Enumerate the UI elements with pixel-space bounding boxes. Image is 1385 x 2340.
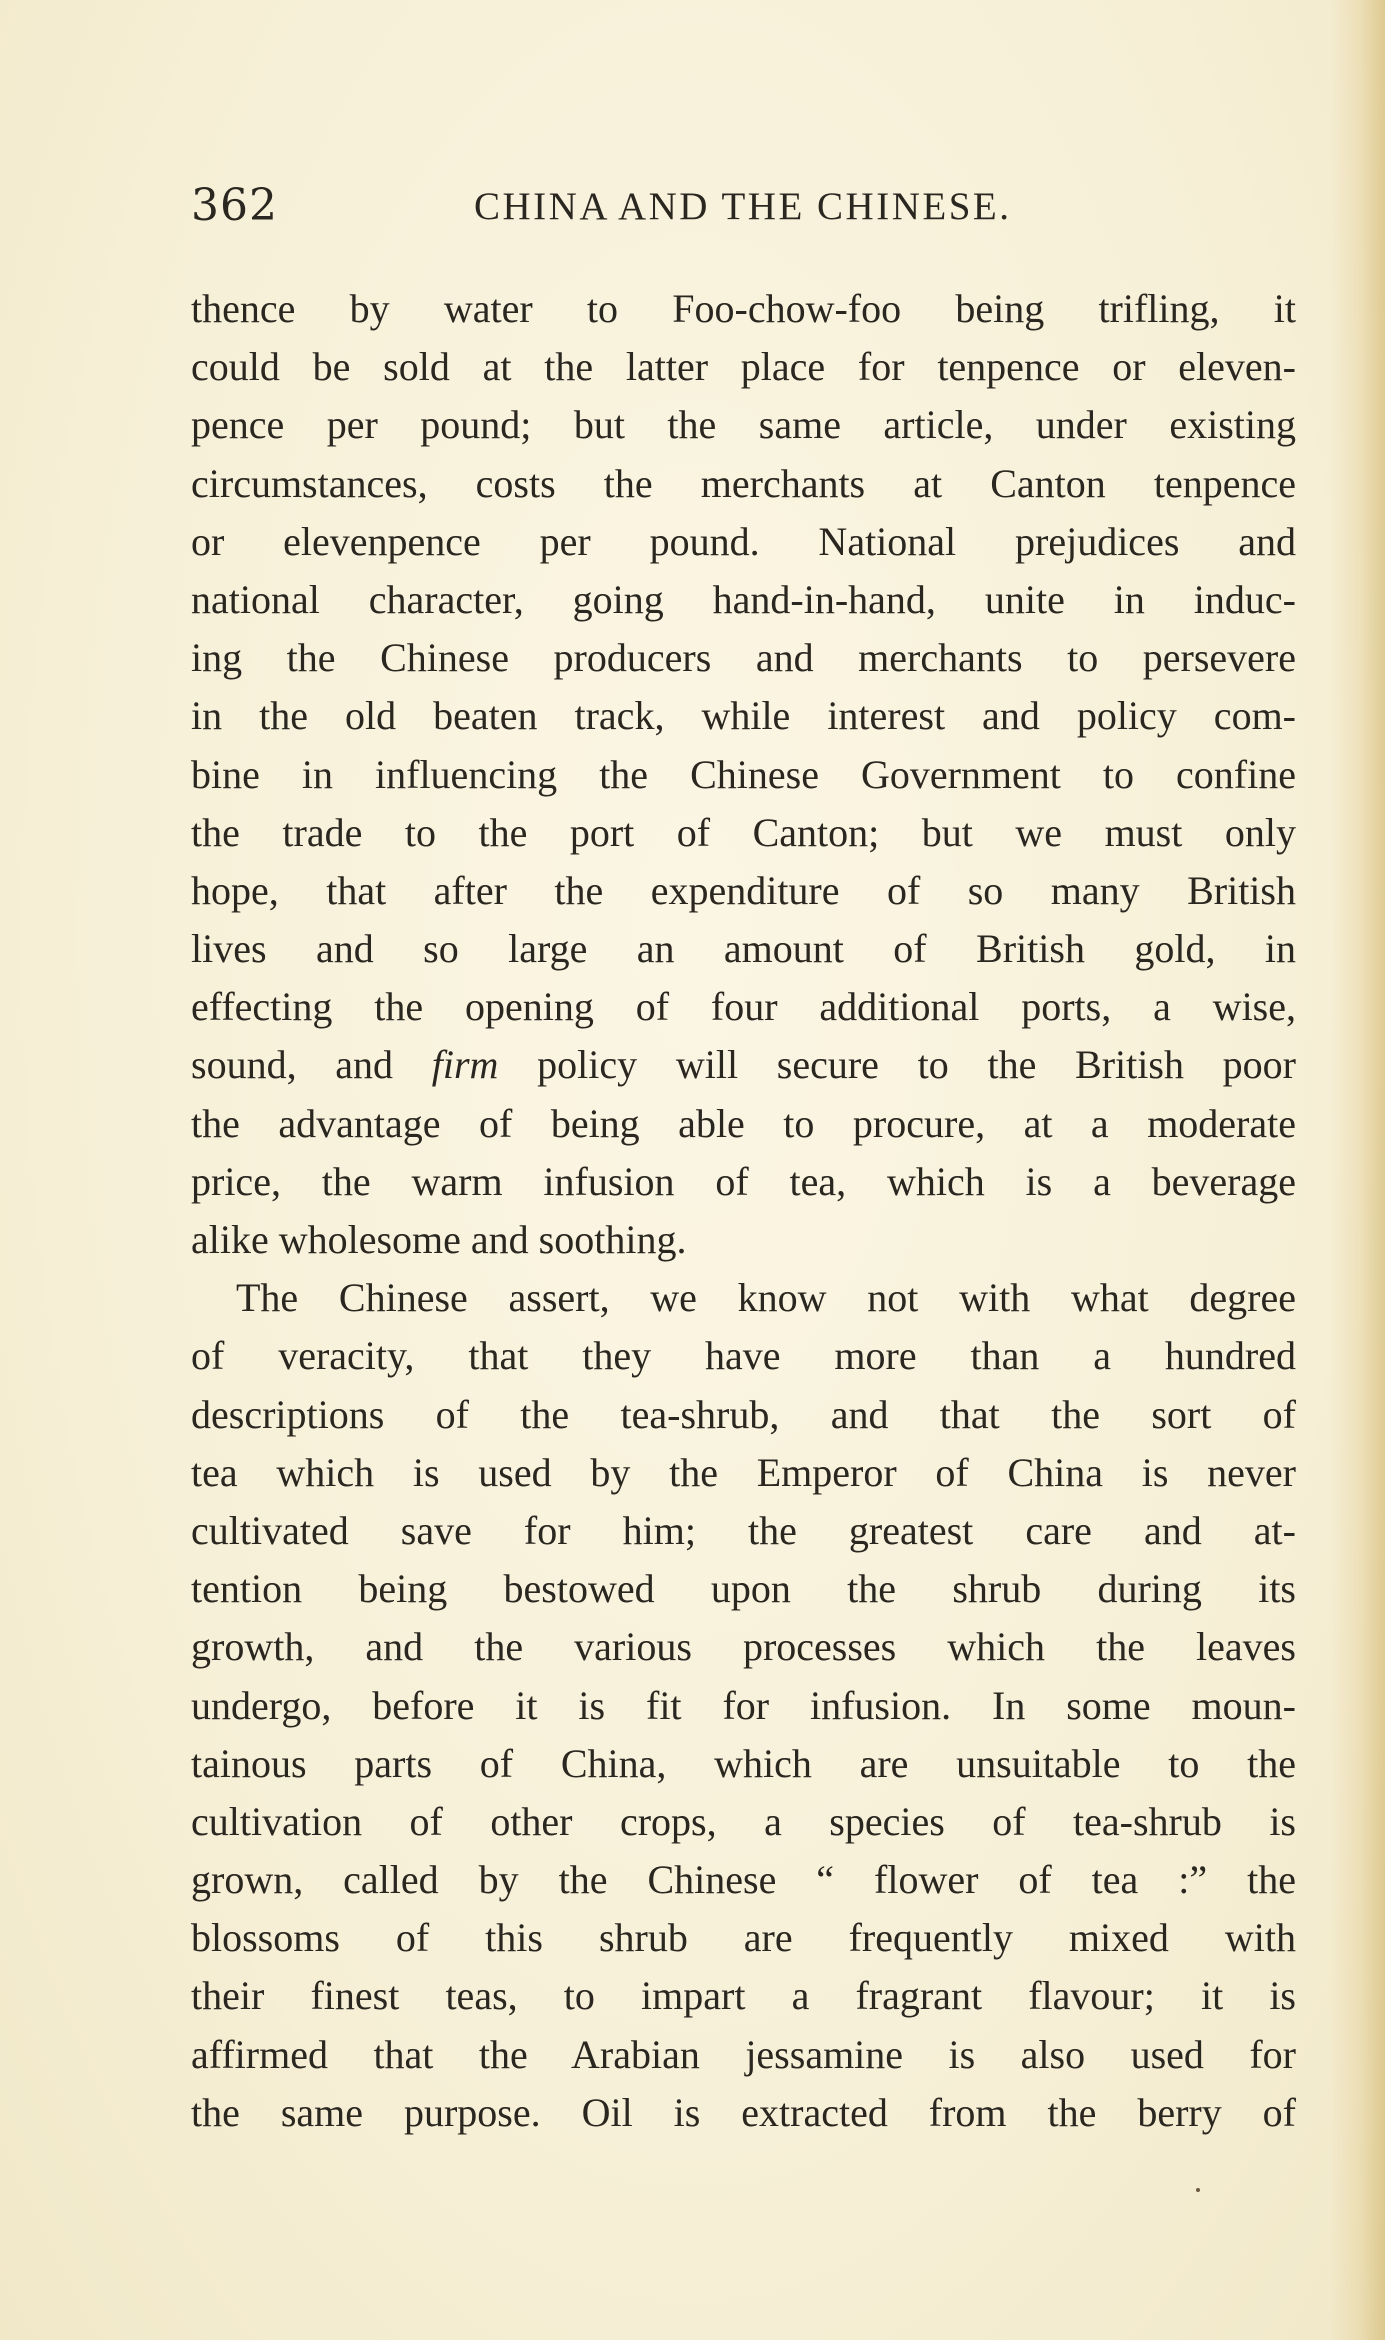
paragraph-start-line: The Chinese assert, we know not with what degree — [236, 1275, 1296, 1321]
text-line: bine in influencing the Chinese Government to confine — [191, 751, 1296, 797]
page-number: 362 — [191, 180, 278, 231]
text-line: pence per pound; but the same article, under existing — [191, 402, 1296, 448]
text-line: ing the Chinese producers and merchants to persevere — [191, 635, 1296, 681]
text-line: in the old beaten track, while interest and policy com- — [191, 693, 1296, 739]
text-line: cultivation of other crops, a species of tea-shrub is — [191, 1798, 1296, 1844]
text-line: tea which is used by the Emperor of China is never — [191, 1449, 1296, 1495]
text-line: the advantage of being able to procure, at a moderate — [191, 1100, 1296, 1146]
page-header — [191, 180, 1296, 250]
text-segment: policy will secure to the British poor — [498, 1042, 1296, 1088]
text-line: undergo, before it is fit for infusion. In some moun- — [191, 1682, 1296, 1728]
running-title: CHINA AND THE CHINESE. — [474, 185, 1012, 228]
text-line: thence by water to Foo-chow-foo being trifling, it — [191, 286, 1296, 331]
text-line: the trade to the port of Canton; but we must only — [191, 809, 1296, 855]
text-line: descriptions of the tea-shrub, and that the sort of — [191, 1391, 1296, 1437]
text-line-with-italic — [191, 1036, 1296, 1094]
text-line: affirmed that the Arabian jessamine is also used for — [191, 2031, 1296, 2077]
text-line: national character, going hand-in-hand, unite in induc- — [191, 576, 1296, 622]
text-line: circumstances, costs the merchants at Canton tenpence — [191, 460, 1296, 506]
text-line: hope, that after the expenditure of so many British — [191, 867, 1296, 913]
text-line: or elevenpence per pound. National prejudices and — [191, 518, 1296, 564]
text-line: price, the warm infusion of tea, which is a beverage — [191, 1158, 1296, 1204]
text-line: tention being bestowed upon the shrub during its — [191, 1566, 1296, 1612]
text-line: grown, called by the Chinese “ flower of tea :” the — [191, 1857, 1296, 1903]
paper-speck — [1196, 2188, 1200, 2192]
text-line: blossoms of this shrub are frequently mixed with — [191, 1915, 1296, 1961]
paragraph-end-line: alike wholesome and soothing. — [191, 1217, 687, 1262]
italic-word: firm — [431, 1042, 499, 1088]
body-text — [191, 280, 1296, 2142]
text-line: tainous parts of China, which are unsuitable to the — [191, 1740, 1296, 1786]
text-line: of veracity, that they have more than a hundred — [191, 1333, 1296, 1379]
text-line: lives and so large an amount of British gold, in — [191, 926, 1296, 972]
text-line: cultivated save for him; the greatest care and at- — [191, 1507, 1296, 1553]
text-line: effecting the opening of four additional ports, a wise, — [191, 984, 1296, 1030]
text-line: their finest teas, to impart a fragrant flavour; it is — [191, 1973, 1296, 2019]
text-segment: sound, and — [191, 1042, 432, 1088]
text-line: could be sold at the latter place for tenpence or eleven- — [191, 344, 1296, 390]
text-line: growth, and the various processes which the leaves — [191, 1624, 1296, 1670]
text-line: the same purpose. Oil is extracted from the berry of — [191, 2089, 1296, 2135]
